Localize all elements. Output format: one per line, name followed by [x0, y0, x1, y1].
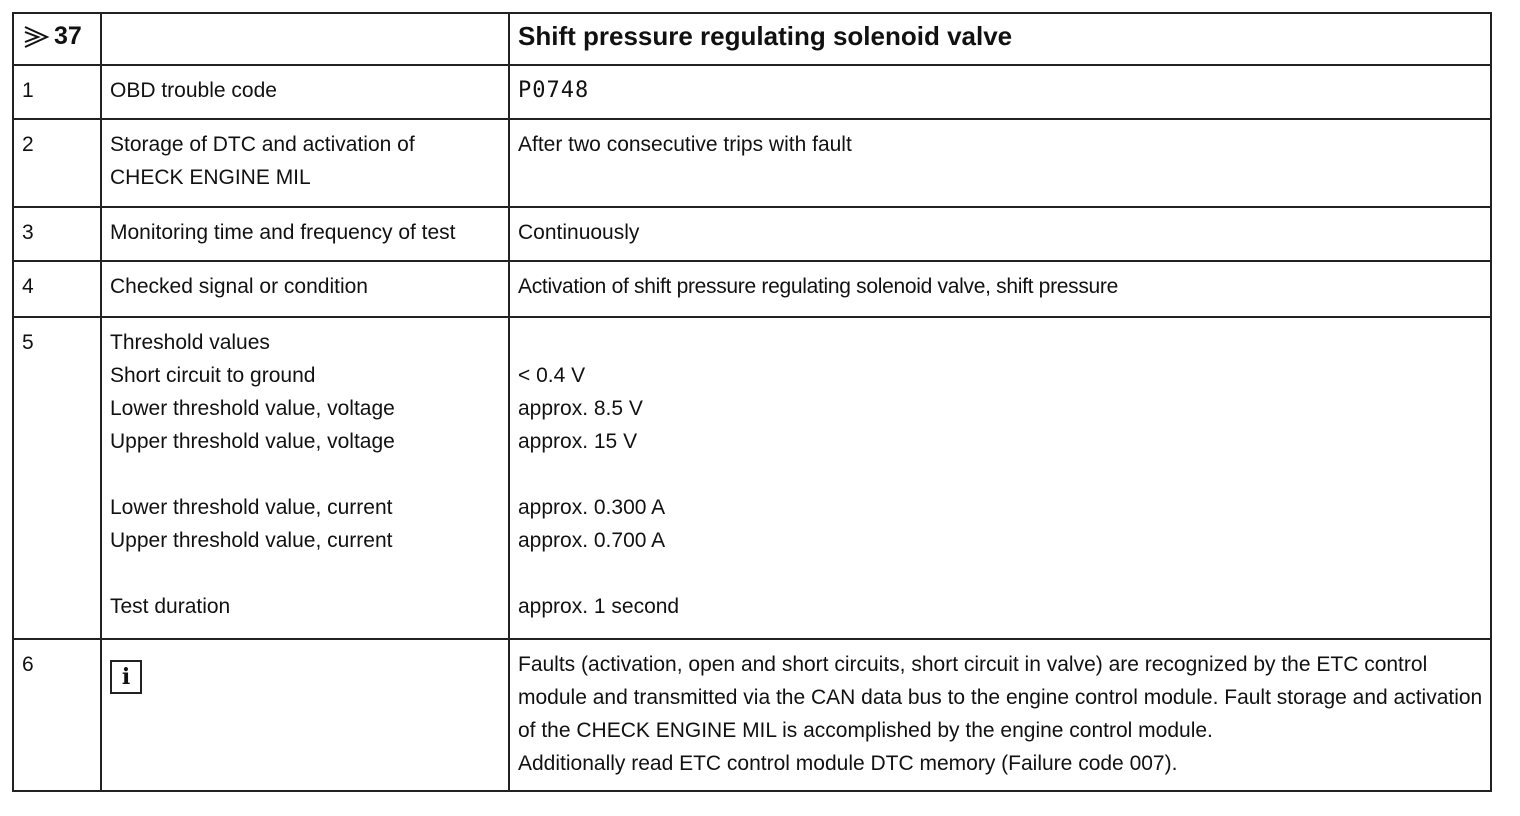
row-number: 6: [13, 639, 101, 791]
row-label: Storage of DTC and activation of CHECK ENGINE MIL: [101, 119, 509, 207]
row-number: 1: [13, 65, 101, 119]
table-row: [13, 65, 1491, 119]
table-row: [13, 119, 1491, 207]
info-icon: i: [110, 660, 142, 694]
row-number: 3: [13, 207, 101, 261]
row-label: Monitoring time and frequency of test: [101, 207, 509, 261]
row-value: [509, 65, 1491, 119]
header-title-cell: [509, 13, 1491, 65]
procedure-number: 37: [54, 22, 82, 50]
diagnostic-spec-table: [12, 12, 1492, 792]
table-row: [13, 261, 1491, 317]
table-row: [13, 317, 1491, 639]
threshold-labels: Threshold values Short circuit to ground Lower threshold value, voltage Upper threshold value, voltage Lower threshold value, current Upper threshold value, current Test duration: [101, 317, 509, 639]
table-row: [13, 639, 1491, 791]
row-value: Continuously: [509, 207, 1491, 261]
table-header-row: [13, 13, 1491, 65]
row-label: [101, 639, 509, 791]
row-number: 4: [13, 261, 101, 317]
procedure-title: Shift pressure regulating solenoid valve: [518, 21, 1013, 51]
row-value: After two consecutive trips with fault: [509, 119, 1491, 207]
header-empty-cell: [101, 13, 509, 65]
row-value: Activation of shift pressure regulating solenoid valve, shift pressure: [509, 261, 1491, 317]
obd-code: P0748: [518, 78, 590, 103]
row-value: Faults (activation, open and short circuits, short circuit in valve) are recognized by the ETC control module and transmitted via the CAN data bus to the engine control module. Fault storage and activation of the CHECK ENGINE MIL is accomplished by the engine control module. Additionally read ETC control module DTC memory (Failure code 007).: [509, 639, 1491, 791]
header-number-cell: [13, 13, 101, 65]
threshold-values: < 0.4 V approx. 8.5 V approx. 15 V approx. 0.300 A approx. 0.700 A approx. 1 second: [509, 317, 1491, 639]
double-chevron-right-icon: [22, 23, 50, 51]
row-label: Checked signal or condition: [101, 261, 509, 317]
row-number: 2: [13, 119, 101, 207]
row-number: 5: [13, 317, 101, 639]
row-label: OBD trouble code: [101, 65, 509, 119]
table-row: [13, 207, 1491, 261]
